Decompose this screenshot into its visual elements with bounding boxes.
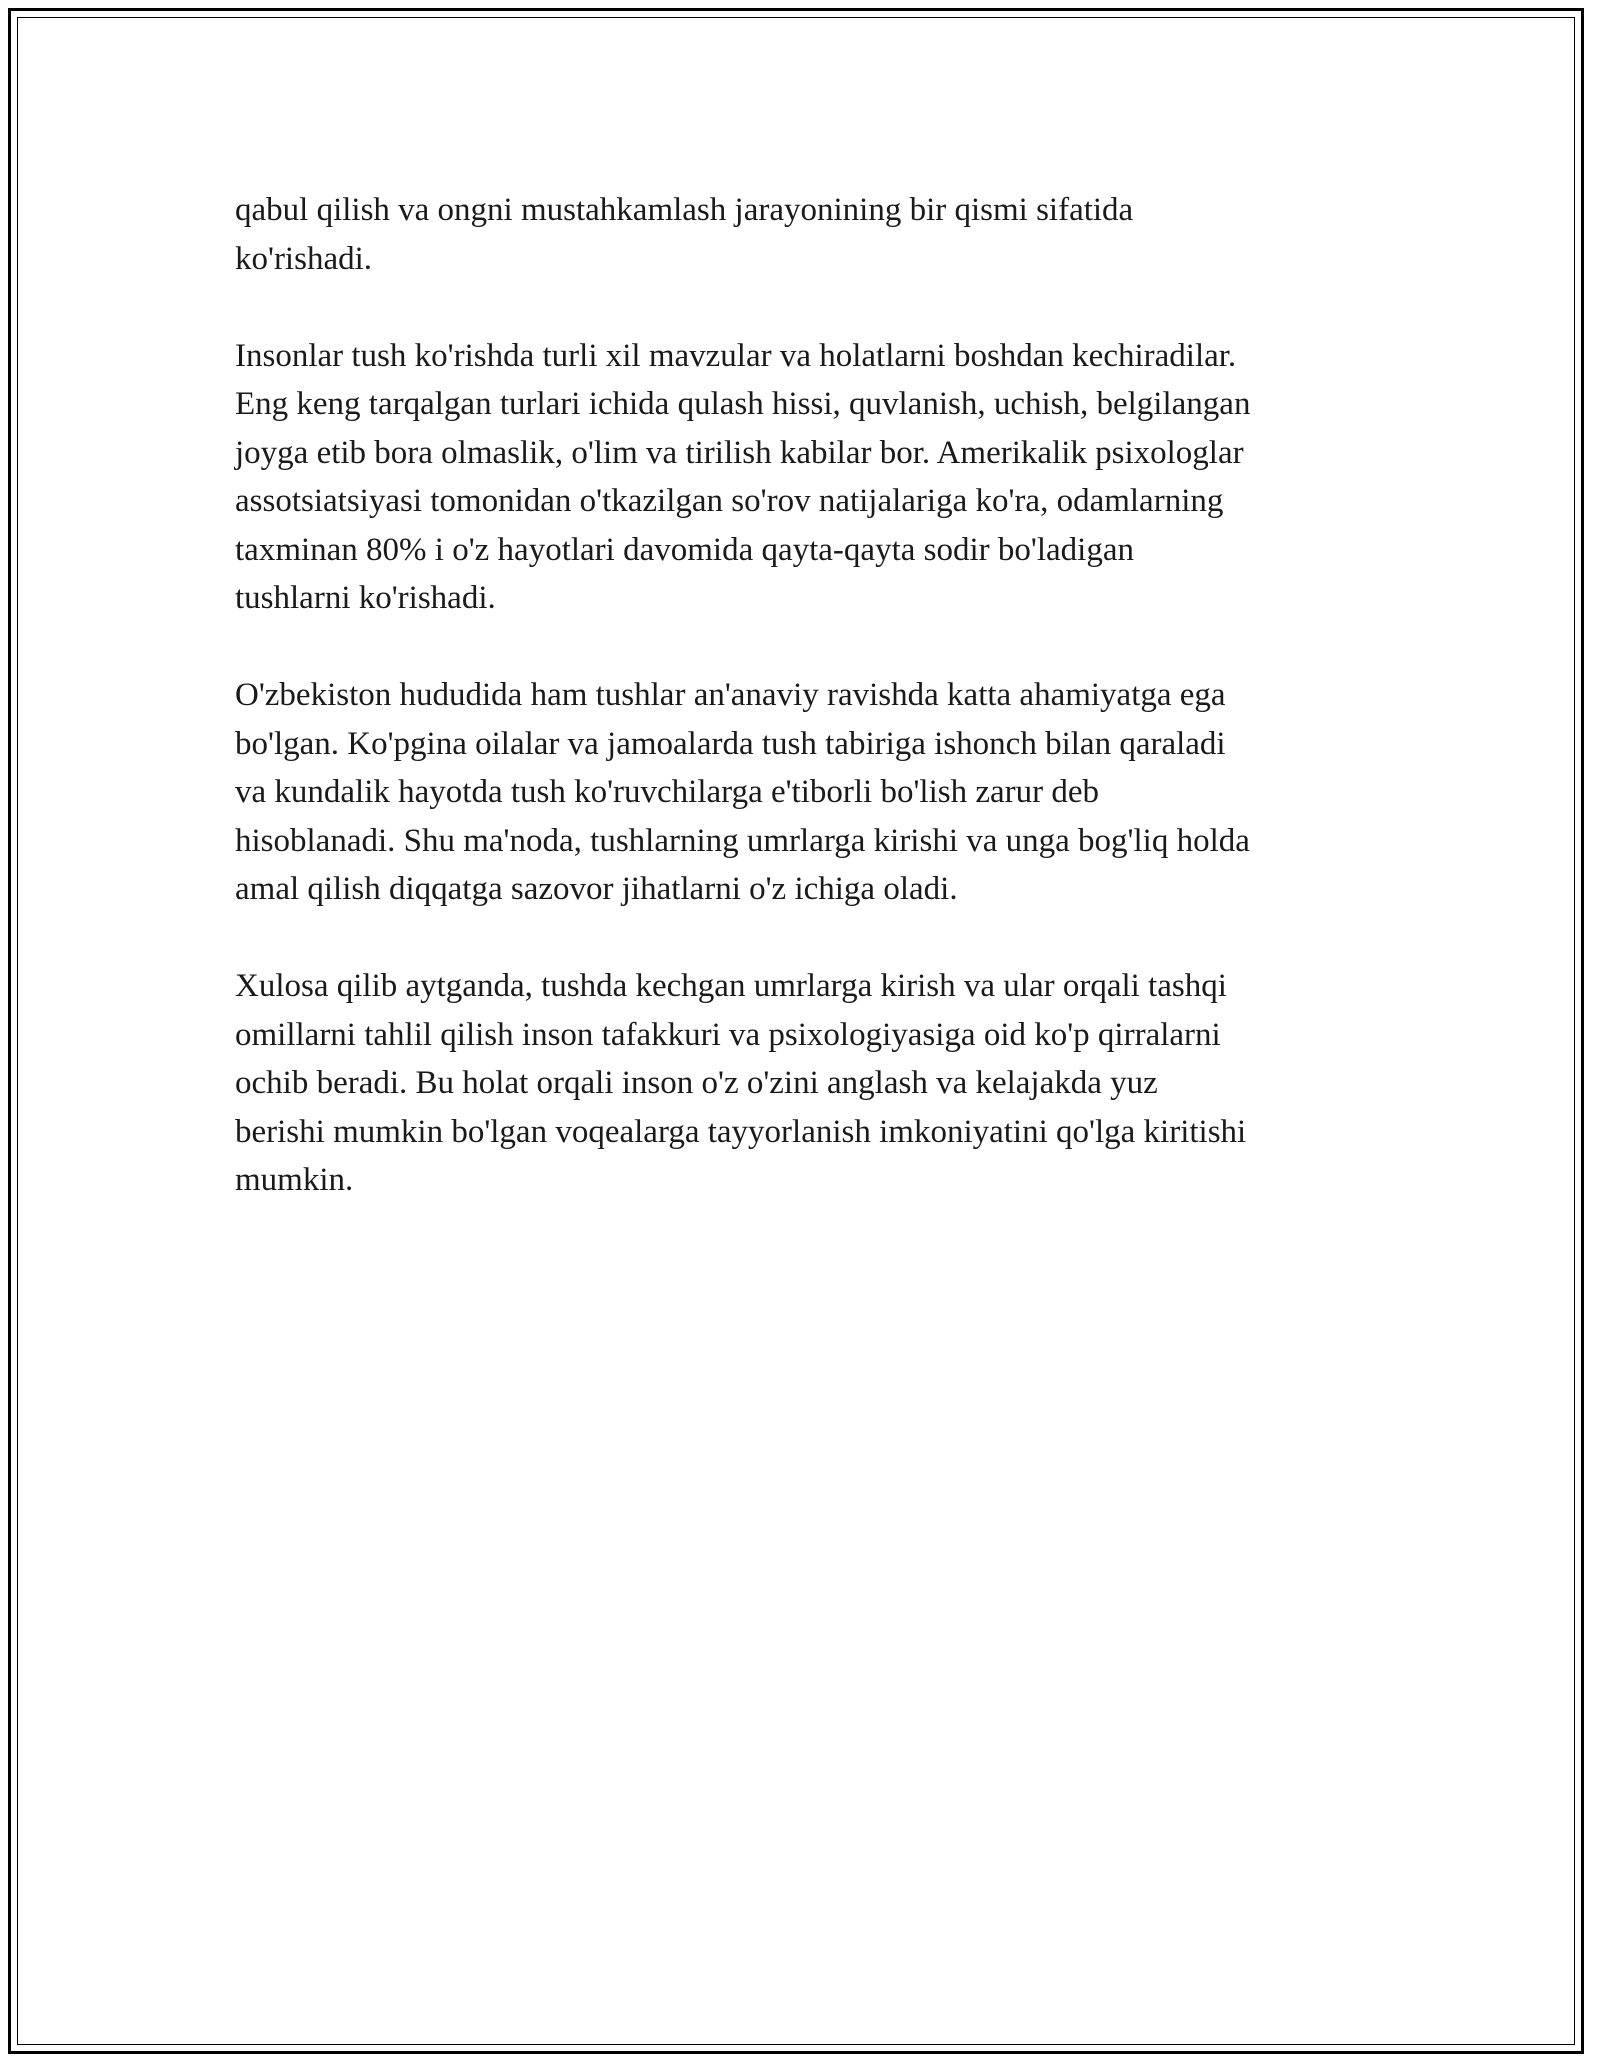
- paragraph-1: qabul qilish va ongni mustahkamlash jarayonining bir qismi sifatida ko'rishadi.: [235, 192, 1134, 277]
- document-body: [235, 186, 1385, 1253]
- paragraph-2: Insonlar tush ko'rishda turli xil mavzular va holatlarni boshdan kechiradilar. Eng keng tarqalgan turlari ichida qulash hissi, quvlanish, uchish, belgilangan joyga etib bora olmaslik, o'lim va tirilish kabilar bor. Amerikalik psixologlar assotsiatsiyasi tomonidan o'tkazilgan so'rov natijalariga ko'ra, odamlarning taxminan 80% i o'z hayotlari davomida qayta-qayta sodir bo'ladigan tushlarni ko'rishadi.: [235, 337, 1251, 616]
- paragraph-4: Xulosa qilib aytganda, tushda kechgan umrlarga kirish va ular orqali tashqi omillarni tahlil qilish inson tafakkuri va psixologiyasiga oid ko'p qirralarni ochib beradi. Bu holat orqali inson o'z o'zini anglash va kelajakda yuz berishi mumkin bo'lgan voqealarga tayyorlanish imkoniyatini qo'lga kiritishi mumkin.: [235, 968, 1247, 1198]
- paragraph-3: O'zbekiston hududida ham tushlar an'anaviy ravishda katta ahamiyatga ega bo'lgan. Ko'pgina oilalar va jamoalarda tush tabiriga ishonch bilan qaraladi va kundalik hayotda tush ko'ruvchilarga e'tiborli bo'lish zarur deb hisoblanadi. Shu ma'noda, tushlarning umrlarga kirishi va unga bog'liq holda amal qilish diqqatga sazovor jihatlarni o'z ichiga oladi.: [235, 677, 1250, 907]
